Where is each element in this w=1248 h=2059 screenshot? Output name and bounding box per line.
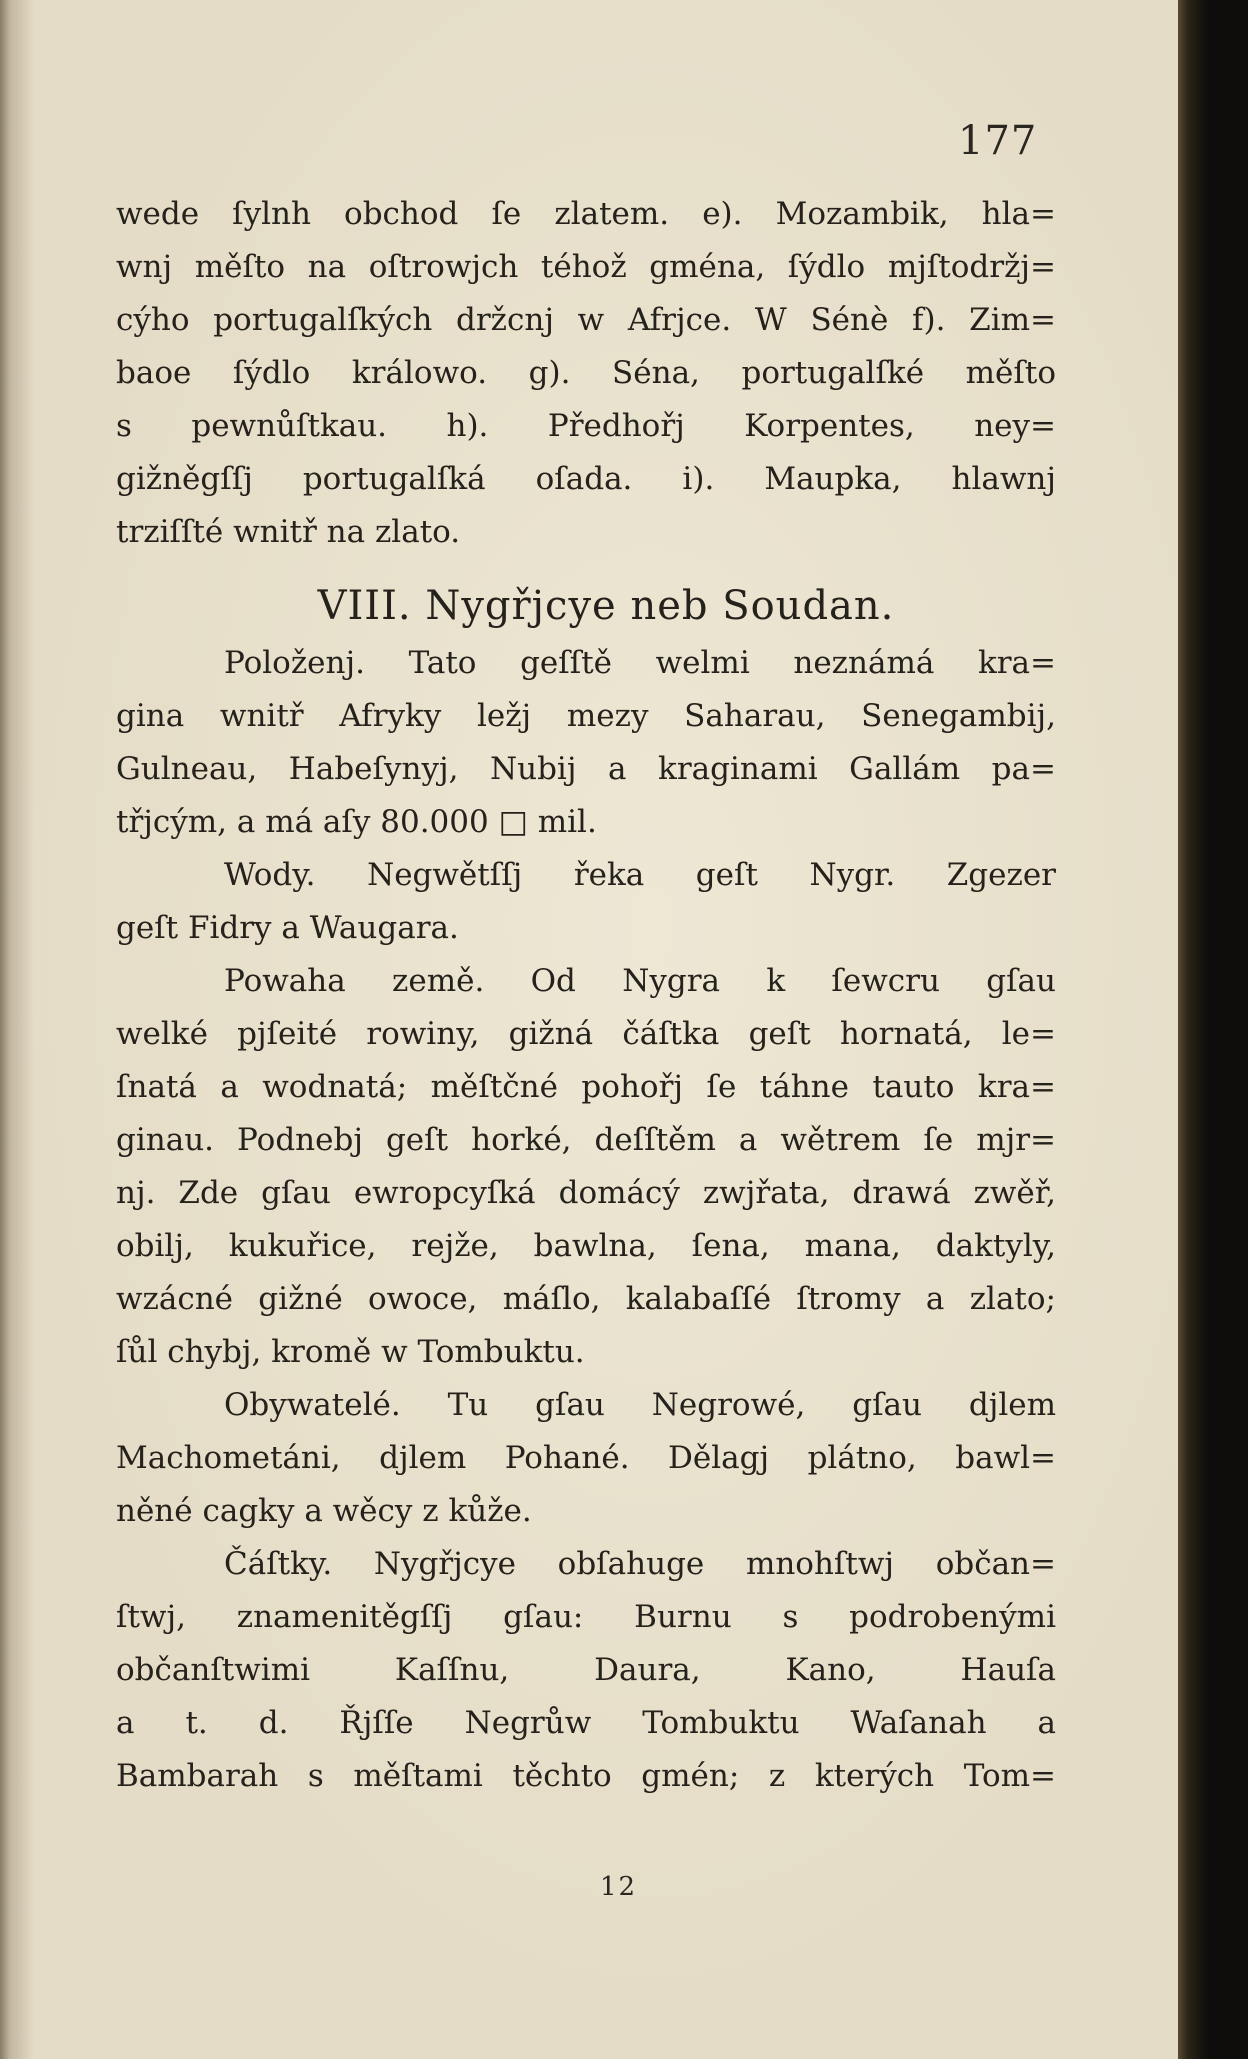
text-line: wede ſylnh obchod ſe zlatem. e). Mozambik, hla= xyxy=(116,196,1056,232)
text-line: wnj měſto na oſtrowjch téhož gména, ſýdlo mjſtodržj= xyxy=(116,249,1056,285)
page-text xyxy=(116,188,1056,1803)
text-line: Bambarah s měſtami těchto gmén; z kterých Tom= xyxy=(116,1758,1056,1794)
text-line: a t. d. Řjſſe Negrůw Tombuktu Waſanah a xyxy=(116,1705,1056,1741)
text-line: Čáſtky. Nygřjcye obſahuge mnohſtwj občan= xyxy=(224,1546,1056,1582)
text-line: Machometáni, djlem Pohané. Dělagj plátno, bawl= xyxy=(116,1440,1056,1476)
text-line: občanſtwimi Kaſſnu, Daura, Kano, Hauſa xyxy=(116,1652,1056,1688)
text-line: nj. Zde gſau ewropcyſká domácý zwjřata, drawá zwěř, xyxy=(116,1175,1056,1211)
paragraph-powaha xyxy=(116,955,1056,1379)
paragraph-wody xyxy=(116,849,1056,955)
text-line: Wody. Negwětſſj řeka geſt Nygr. Zgezer xyxy=(224,857,1056,893)
text-line: welké pjſeité rowiny, gižná čáſtka geſt hornatá, le= xyxy=(116,1016,1056,1052)
text-line: s pewnůſtkau. h). Předhořj Korpentes, ney= xyxy=(116,408,1056,444)
text-line: baoe ſýdlo králowo. g). Séna, portugalſké měſto xyxy=(116,355,1056,391)
section-heading: VIII. Nygřjcye neb Soudan. xyxy=(317,583,895,629)
text-line: gižněgſſj portugalſká oſada. i). Maupka, hlawnj xyxy=(116,461,1056,497)
text-line: něné cagky a wěcy z kůže. xyxy=(116,1493,532,1529)
text-line: ſůl chybj, kromě w Tombuktu. xyxy=(116,1334,585,1370)
paragraph-polozenj xyxy=(116,637,1056,849)
page-number: 177 xyxy=(958,118,1038,164)
text-line: trziſſté wnitř na zlato. xyxy=(116,514,461,550)
text-line: Powaha země. Od Nygra k ſewcru gſau xyxy=(224,963,1056,999)
text-line: třjcým, a má aſy 80.000 □ mil. xyxy=(116,804,597,840)
text-line: ſnatá a wodnatá; měſtčné pohořj ſe táhne tauto kra= xyxy=(116,1069,1056,1105)
text-line: obilj, kukuřice, rejže, bawlna, ſena, mana, daktyly, xyxy=(116,1228,1056,1264)
signature-mark: 12 xyxy=(600,1872,638,1902)
text-line: Obywatelé. Tu gſau Negrowé, gſau djlem xyxy=(224,1387,1056,1423)
text-line: ſtwj, znamenitěgſſj gſau: Burnu s podrobenými xyxy=(116,1599,1056,1635)
text-line: Gulneau, Habeſynyj, Nubij a kraginami Gallám pa= xyxy=(116,751,1056,787)
paragraph-obywatele xyxy=(116,1379,1056,1538)
text-line: wzácné gižné owoce, máſlo, kalabaſſé ſtromy a zlato; xyxy=(116,1281,1056,1317)
text-line: ginau. Podnebj geſt horké, deſſtěm a wětrem ſe mjr= xyxy=(116,1122,1056,1158)
paragraph-castky xyxy=(116,1538,1056,1803)
text-line: geſt Fidry a Waugara. xyxy=(116,910,459,946)
text-line: cýho portugalſkých držcnj w Afrjce. W Sénè f). Zim= xyxy=(116,302,1056,338)
text-line: gina wnitř Afryky ležj mezy Saharau, Senegambij, xyxy=(116,698,1056,734)
book-edge xyxy=(1178,0,1248,2059)
text-line: Položenj. Tato geſſtě welmi neznámá kra= xyxy=(224,645,1056,681)
